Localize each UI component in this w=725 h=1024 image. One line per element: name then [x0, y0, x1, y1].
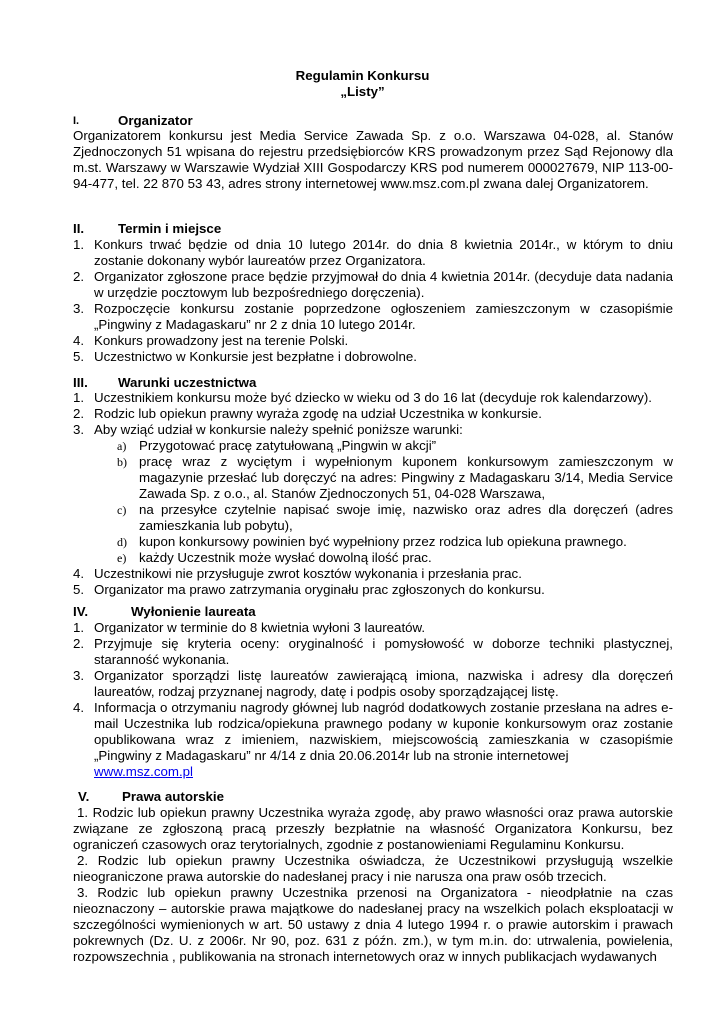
sub-item-text: Przygotować pracę zatytułowaną „Pingwin w akcji” — [139, 438, 437, 453]
document-title: Regulamin Konkursu — [295, 68, 430, 83]
item-text: Uczestnictwo w Konkursie jest bezpłatne i dobrowolne. — [94, 349, 417, 364]
sub-item-letter: d) — [117, 535, 127, 549]
item-number: 3. — [73, 668, 85, 683]
item-number: 2. — [73, 636, 85, 651]
section-number: II. — [73, 221, 85, 236]
section-4-list — [73, 620, 673, 780]
item-text: Rodzic lub opiekun prawny wyraża zgodę na udział Uczestnika w konkursie. — [94, 406, 542, 421]
list-item — [73, 269, 673, 301]
list-item — [73, 422, 673, 566]
copyright-paragraphs — [73, 805, 673, 965]
list-item — [73, 700, 673, 780]
item-text: Organizator ma prawo zatrzymania oryginału prac zgłoszonych do konkursu. — [94, 582, 545, 597]
item-number: 3. — [73, 422, 85, 437]
sub-list-item — [73, 534, 673, 550]
section-2-list — [73, 237, 673, 365]
sub-item-text: każdy Uczestnik może wysłać dowolną ilość prac. — [139, 550, 432, 565]
copyright-paragraph: 3. Rodzic lub opiekun prawny Uczestnika przenosi na Organizatora - nieodpłatnie na czas nieoznaczony – autorskie prawa majątkowe do nadesłanej pracy na wszelkich polach eksploatacji w szczególności wymienionych w art. 50 ustawy z dnia 4 lutego 1994 r. o prawie autorskim i prawach pokrewnych (Dz. U. z 2006r. Nr 90, poz. 631 z późn. zm.), w tym m.in. do: utrwalenia, powielenia, rozpowszechnia , publikowania na stronach internetowych oraz w innych publikacjach wydawanych — [73, 885, 673, 964]
section-5-heading — [78, 789, 378, 805]
organizer-paragraph: Organizatorem konkursu jest Media Service Zawada Sp. z o.o. Warszawa 04-028, al. Stanów Zjednoczonych 51 wpisana do rejestru przedsiębiorców KRS prowadzonym przez Sąd Rejonowy dla m.st. Warszawy w Warszawie Wydział XIII Gospodarczy KRS pod numerem 000027679, NIP 113-00-94-477, tel. 22 870 53 43, adres strony internetowej www.msz.com.pl zwana dalej Organizatorem. — [73, 128, 673, 191]
list-item — [73, 237, 673, 269]
item-text: Uczestnikiem konkursu może być dziecko w wieku od 3 do 16 lat (decyduje rok kalendarzowy). — [94, 390, 652, 405]
section-number: III. — [73, 375, 88, 390]
item-number: 1. — [73, 620, 85, 635]
section-3-list — [73, 390, 673, 598]
item-text: Uczestnikowi nie przysługuje zwrot kosztów wykonania i przesłania prac. — [94, 566, 522, 581]
website-link[interactable]: www.msz.com.pl — [94, 764, 193, 779]
list-item — [73, 620, 673, 636]
list-item — [73, 566, 673, 582]
item-text: Informacja o otrzymaniu nagrody głównej lub nagród dodatkowych zostanie przesłana na adres e-mail Uczestnika lub rodzica/opiekuna prawnego podany w kuponie konkursowym oraz zostanie opublikowana wraz z imieniem, nazwiskiem, miejscowością zamieszkania w czasopiśmie „Pingwiny z Madagaskaru” nr 4/14 z dnia 20.06.2014r lub na stronie internetowej — [94, 700, 673, 763]
item-text: Organizator sporządzi listę laureatów zawierającą imiona, nazwiska i adresy dla doręczeń laureatów, rodzaj przyznanej nagrody, datę i podpis osoby sporządzającej listę. — [94, 668, 673, 699]
section-number: I. — [73, 115, 80, 127]
list-item — [73, 301, 673, 333]
item-text: Rozpoczęcie konkursu zostanie poprzedzone ogłoszeniem zamieszczonym w czasopiśmie „Pingwiny z Madagaskaru” nr 2 z dnia 10 lutego 2014r. — [94, 301, 673, 332]
list-item — [73, 390, 673, 406]
section-title: Wyłonienie laureata — [131, 604, 256, 619]
item-number: 2. — [73, 406, 85, 421]
item-text: Organizator w terminie do 8 kwietnia wyłoni 3 laureatów. — [94, 620, 426, 635]
item-number: 4. — [73, 333, 85, 348]
item-number: 1. — [73, 390, 85, 405]
copyright-paragraph: 2. Rodzic lub opiekun prawny Uczestnika oświadcza, że Uczestnikowi przysługują wszelkie nieograniczone prawa autorskie do nadesłanej pracy i nie narusza ona praw osób trzecich. — [73, 853, 673, 884]
section-number: V. — [78, 789, 90, 804]
section-title: Prawa autorskie — [122, 789, 224, 804]
section-3-heading — [73, 375, 373, 391]
item-number: 4. — [73, 700, 85, 715]
section-title: Organizator — [118, 113, 193, 128]
item-text: Konkurs trwać będzie od dnia 10 lutego 2014r. do dnia 8 kwietnia 2014r., w którym to dniu zostanie dokonany wybór laureatów przez Organizatora. — [94, 237, 673, 268]
sub-list-item — [73, 438, 673, 454]
item-number: 3. — [73, 301, 85, 316]
sub-list-item — [73, 454, 673, 502]
sub-item-text: pracę wraz z wyciętym i wypełnionym kuponem konkursowym zamieszczonym w magazynie przesłać lub doręczyć na adres: Pingwiny z Madagaskaru 3/14, Media Service Zawada Sp. z o.o., al. Stanów Zjednoczonych 51, 04-028 Warszawa, — [139, 454, 673, 501]
section-4-heading — [73, 604, 373, 620]
item-number: 5. — [73, 349, 85, 364]
list-item — [73, 333, 673, 349]
item-text: Organizator zgłoszone prace będzie przyjmował do dnia 4 kwietnia 2014r. (decyduje data nadania w urzędzie pocztowym lub bezpośredniego doręczenia). — [94, 269, 673, 300]
sub-list-item — [73, 502, 673, 534]
sub-list-item — [73, 550, 673, 566]
sub-item-text: na przesyłce czytelnie napisać swoje imię, nazwisko oraz adres dla doręczeń (adres zamieszkania lub pobytu), — [139, 502, 673, 533]
section-2-heading — [73, 221, 373, 237]
sub-item-letter: e) — [117, 551, 127, 565]
sub-item-letter: c) — [117, 503, 127, 517]
item-number: 4. — [73, 566, 85, 581]
sub-item-text: kupon konkursowy powinien być wypełniony przez rodzica lub opiekuna prawnego. — [139, 534, 627, 549]
item-text: Przyjmuje się kryteria oceny: oryginalność i pomysłowość w doborze techniki plastycznej, staranność wykonania. — [94, 636, 673, 667]
section-1-heading — [73, 113, 373, 129]
list-item — [73, 668, 673, 700]
item-number: 5. — [73, 582, 85, 597]
item-text: Aby wziąć udział w konkursie należy spełnić poniższe warunki: — [94, 422, 463, 437]
item-number: 2. — [73, 269, 85, 284]
list-item — [73, 582, 673, 598]
sub-item-letter: a) — [117, 439, 127, 453]
item-text: Konkurs prowadzony jest na terenie Polski. — [94, 333, 349, 348]
document-subtitle: „Listy” — [340, 84, 385, 99]
list-item — [73, 636, 673, 668]
list-item — [73, 349, 673, 365]
section-title: Termin i miejsce — [118, 221, 222, 236]
item-number: 1. — [73, 237, 85, 252]
copyright-paragraph: 1. Rodzic lub opiekun prawny Uczestnika wyraża zgodę, aby prawo własności oraz prawa autorskie związane ze zgłoszoną pracą przeszły bezpłatnie na własność Organizatora Konkursu, bez ograniczeń czasowych oraz terytorialnych, zgodnie z postanowieniami Regulaminu Konkursu. — [73, 805, 673, 852]
conditions-sublist — [73, 438, 673, 566]
section-number: IV. — [73, 604, 89, 619]
list-item — [73, 406, 673, 422]
sub-item-letter: b) — [117, 455, 127, 469]
section-title: Warunki uczestnictwa — [118, 375, 257, 390]
